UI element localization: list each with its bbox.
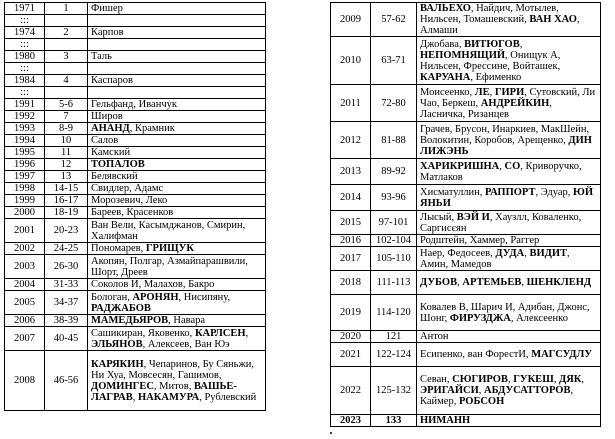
year-cell: 2012 [331,122,371,159]
name-text: , Алексеев, Ван Юэ [142,338,230,350]
name-bold: АБДУСАТТОРОВ [484,385,571,396]
name-bold: ФИРУЗДЖА [449,312,511,324]
names-cell [88,195,266,207]
year-cell: 1984 [5,75,45,87]
name-text: Есипенко, ван ФорестИ, [420,349,532,360]
name-bold: ДИН ЛИЖЭНЬ [420,134,592,157]
year-cell: ::: [5,15,45,27]
right-table [330,2,601,427]
name-text: Хисматуллин, [420,186,486,198]
names-cell [88,243,266,255]
year-cell: 2006 [5,315,45,327]
table-row [5,147,266,159]
name-bold: КАРЯКИН [91,358,144,370]
round-cell: 13 [45,171,88,183]
names-cell [88,135,266,147]
name-text: Родштейн, Хаммер, Раггер [420,235,540,246]
name-text: , [489,86,495,98]
name-bold: ХАРИКРИШНА [420,160,500,172]
year-cell: 2004 [5,279,45,291]
name-bold: ТОПАЛОВ [91,159,145,170]
names-cell [417,159,601,185]
year-cell: 2023 [331,415,371,427]
names-cell [417,3,601,37]
round-cell: 121 [371,331,417,343]
name-bold: ВАН ХАО [529,14,577,25]
name-bold: РАДЖАБОВ [91,302,151,314]
names-cell [88,219,266,243]
name-bold: МАМЕДЬЯРОВ [91,315,169,326]
name-bold: ДОМИНГЕС [91,380,154,392]
year-cell: 2019 [331,295,371,331]
table-row [5,279,266,291]
table-row [331,271,601,295]
name-text: Каспаров [91,75,133,86]
name-text: , Навара [168,315,206,326]
name-text: , Рублевский [199,391,257,403]
names-cell [88,123,266,135]
table-row [5,87,266,99]
year-cell: ::: [5,63,45,75]
round-cell: 125-132 [371,367,417,415]
table-row [5,123,266,135]
name-bold: ЭРИГАЙСИ [420,385,479,396]
name-text: Карпов [91,27,124,38]
year-cell: 1995 [5,147,45,159]
round-cell: 3 [45,51,88,63]
round-cell [45,63,88,75]
table-row [5,351,266,411]
names-cell [88,159,266,171]
round-cell: 26-30 [45,255,88,279]
name-text: , Найдич, Мотылев, Нильсен, Томашевский, [420,3,559,25]
name-bold: АНДРЕЙКИН [480,97,550,109]
name-bold: КАРЛСЕН [194,327,246,339]
name-text: Широв [91,111,123,122]
name-text: Морозевич, Леко [91,195,168,206]
year-cell: 2007 [5,327,45,351]
name-bold: ГУКЕШ [513,374,554,385]
names-cell [417,211,601,235]
name-bold: ЮЙ ЯНЬИ [420,186,594,209]
table-row [331,211,601,235]
round-cell: 114-120 [371,295,417,331]
round-cell: 133 [371,415,417,427]
stray-dot [330,432,332,434]
name-bold: СО [504,160,521,172]
name-text: , Ласничка, Ризанцев [420,97,552,120]
names-cell [88,183,266,195]
name-bold: ГИРИ [494,86,525,98]
year-cell: 2014 [331,185,371,211]
names-cell [88,27,266,39]
table-row [5,159,266,171]
name-text: Акопян, Полгар, Азмайпарашвили, Шорт, Дреев [91,255,248,278]
name-bold: ШЕНКЛЕНД [526,277,592,288]
name-text: , Нисипяну, [178,291,231,303]
table-row [331,185,601,211]
year-cell: ::: [5,87,45,99]
name-text: , [553,374,559,385]
name-text: , Митов, [153,380,195,392]
names-cell [417,185,601,211]
name-text: , [519,38,523,50]
year-cell: 2009 [331,3,371,37]
name-text: Севан, [420,374,453,385]
table-row [5,195,266,207]
table-row [5,111,266,123]
name-text: Моисеенко, [420,86,475,98]
names-cell [88,315,266,327]
year-cell: ::: [5,39,45,51]
name-text: Салов [91,135,119,146]
name-bold: ЭЛЬЯНОВ [91,338,143,350]
name-text: Свидлер, Адамс [91,183,164,194]
name-text: Джобава, [420,38,465,50]
name-text: Бареев, Красенков [91,207,174,218]
names-cell [417,271,601,295]
name-text: Камский [91,147,131,158]
name-bold: МАГСУДЛУ [531,349,593,360]
name-text: Антон [420,331,449,342]
table-row [5,207,266,219]
name-text: , Алмаши [420,14,580,36]
name-text: , Ефименко [470,71,522,83]
round-cell [45,87,88,99]
round-cell: 57-62 [371,3,417,37]
table-row [5,183,266,195]
names-cell [417,85,601,122]
name-text: , Алексеенко [510,312,568,324]
round-cell: 63-71 [371,37,417,85]
table-row [331,331,601,343]
round-cell: 24-25 [45,243,88,255]
round-cell: 5-6 [45,99,88,111]
year-cell: 2001 [5,219,45,243]
table-row [5,315,266,327]
name-bold: ВЭЙ И [456,211,490,223]
names-cell [88,147,266,159]
name-bold: ЛЕ [474,86,490,98]
name-bold: НАКАМУРА [138,391,200,403]
names-cell [417,247,601,271]
round-cell: 105-110 [371,247,417,271]
name-text: , Амин, Мамедов [420,247,570,270]
table-row [5,63,266,75]
name-text: Фишер [91,3,123,14]
table-row [5,75,266,87]
round-cell: 38-39 [45,315,88,327]
names-cell [88,111,266,123]
round-cell [45,15,88,27]
name-text: , Крамник [129,123,175,134]
year-cell: 1980 [5,51,45,63]
year-cell: 2010 [331,37,371,85]
names-cell [88,15,266,27]
table-row [5,219,266,243]
names-cell [417,122,601,159]
year-cell: 2016 [331,235,371,247]
table-row [331,367,601,415]
name-text: , Сутовский, Ли Чао, Беркеш, [420,86,596,109]
year-cell: 2022 [331,367,371,415]
year-cell: 1999 [5,195,45,207]
name-bold: РОБСОН [458,396,505,407]
name-text: , [499,160,505,172]
name-text: Соколов И, Малахов, Бакро [91,279,215,290]
name-text: , [478,385,484,396]
year-cell: 2000 [5,207,45,219]
table-row [331,343,601,367]
round-cell: 1 [45,3,88,15]
name-text: Таль [91,51,112,62]
round-cell: 81-88 [371,122,417,159]
year-cell: 2013 [331,159,371,185]
name-text: Ковалев В, Шарич И, Адибан, Джонс, Шонг, [420,301,590,324]
table-row [5,3,266,15]
table-row [331,247,601,271]
round-cell: 20-23 [45,219,88,243]
round-cell: 14-15 [45,183,88,195]
names-cell [417,37,601,85]
year-cell: 1991 [5,99,45,111]
table-row [5,255,266,279]
left-table [4,2,266,411]
year-cell: 2017 [331,247,371,271]
round-cell: 4 [45,75,88,87]
names-cell [417,343,601,367]
names-cell [88,39,266,51]
year-cell: 2002 [5,243,45,255]
table-row [331,85,601,122]
table-row [5,135,266,147]
round-cell: 122-124 [371,343,417,367]
names-cell [88,3,266,15]
round-cell: 72-80 [371,85,417,122]
names-cell [88,207,266,219]
round-cell: 11 [45,147,88,159]
round-cell: 34-37 [45,291,88,315]
round-cell: 89-92 [371,159,417,185]
name-bold: ВАЛЬЕХО [420,3,471,14]
names-cell [417,235,601,247]
table-row [5,51,266,63]
year-cell: 2003 [5,255,45,279]
table-row [331,295,601,331]
round-cell: 2 [45,27,88,39]
year-cell: 1993 [5,123,45,135]
table-row [5,27,266,39]
round-cell: 97-101 [371,211,417,235]
year-cell: 2018 [331,271,371,295]
name-text: , [521,277,527,288]
name-bold: СЮГИРОВ [452,374,508,385]
name-text: Бологан, [91,291,133,303]
names-cell [88,327,266,351]
table-row [331,37,601,85]
name-text: Пономарев, [91,243,146,254]
round-cell: 93-96 [371,185,417,211]
names-cell [417,415,601,427]
round-cell: 12 [45,159,88,171]
name-bold: КАРУАНА [420,71,471,83]
table-row [5,327,266,351]
year-cell: 2015 [331,211,371,235]
year-cell: 2020 [331,331,371,343]
round-cell: 8-9 [45,123,88,135]
table-row [5,171,266,183]
name-bold: ДУДА [495,247,525,259]
name-text: , [132,391,138,403]
table-row [331,235,601,247]
name-text: , [524,247,530,259]
name-bold: РАППОРТ [485,186,536,198]
name-text: , Эдуар, [535,186,574,198]
name-text: , [507,374,514,385]
table-row [5,243,266,255]
table-row [5,15,266,27]
name-bold: ГРИЩУК [145,243,194,254]
name-text: Лысый, [420,211,457,223]
name-text: , Хаузлл, Коваленко, Саргисєян [420,211,582,234]
year-cell: 1992 [5,111,45,123]
year-cell: 1974 [5,27,45,39]
year-cell: 2008 [5,351,45,411]
name-text: Гельфанд, Иванчук [91,99,177,110]
round-cell: 10 [45,135,88,147]
names-cell [88,351,266,411]
name-bold: ВИДИТ [529,247,568,259]
round-cell: 31-33 [45,279,88,291]
name-text: , [457,277,463,288]
round-cell: 111-113 [371,271,417,295]
table-row [5,99,266,111]
name-bold: ВИТЮГОВ [464,38,520,50]
names-cell [417,331,601,343]
names-cell [88,255,266,279]
name-text: , Каймер, [420,385,574,407]
name-bold: ДУБОВ [420,277,458,288]
year-cell: 1998 [5,183,45,195]
round-cell: 18-19 [45,207,88,219]
names-cell [88,279,266,291]
names-cell [88,87,266,99]
names-cell [88,75,266,87]
year-cell: 2005 [5,291,45,315]
name-bold: ДЯК [558,374,582,385]
round-cell: 16-17 [45,195,88,207]
name-text: Белявский [91,171,138,182]
name-text: , Чепаринов, Бу Сяньжи, Ни Хуа, Мовсесян, Гашимов, [91,358,254,381]
names-cell [417,367,601,415]
year-cell: 1997 [5,171,45,183]
name-bold: АРОНЯН [132,291,179,303]
names-cell [88,291,266,315]
name-bold: АНАНД [91,123,130,134]
table-row [331,159,601,185]
year-cell: 1996 [5,159,45,171]
round-cell: 40-45 [45,327,88,351]
name-text: Сашикиран, Яковенко, [91,327,195,339]
name-bold: ВАШЬЕ-ЛАГРАВ [91,380,237,403]
year-cell: 1994 [5,135,45,147]
table-row [331,3,601,37]
table-row [5,39,266,51]
name-text: , [245,327,249,339]
round-cell: 7 [45,111,88,123]
names-cell [417,295,601,331]
names-cell [88,171,266,183]
name-text: Грачев, Брусон, Инаркиев, МакШейн, Волокитин, Коробов, Арещенко, [420,123,590,146]
year-cell: 2011 [331,85,371,122]
round-cell: 46-56 [45,351,88,411]
name-text: , Онищук А, Нильсен, Фрессине, Войташек, [420,49,561,72]
names-cell [88,99,266,111]
name-text: , Криворучко, Матлаков [420,160,582,183]
name-text: Наер, Федосеев, [420,247,496,259]
year-cell: 1971 [5,3,45,15]
table-row [331,122,601,159]
round-cell [45,39,88,51]
name-bold: АРТЕМЬЕВ [462,277,522,288]
names-cell [88,63,266,75]
round-cell: 102-104 [371,235,417,247]
name-bold: НИМАНН [420,415,471,426]
table-row [5,291,266,315]
name-bold: НЕПОМНЯЩИЙ [420,49,506,61]
year-cell: 2021 [331,343,371,367]
names-cell [88,51,266,63]
name-text: , [581,374,585,385]
name-text: Ван Вели, Касымджанов, Смирин, Халифман [91,219,246,242]
table-row [331,415,601,427]
